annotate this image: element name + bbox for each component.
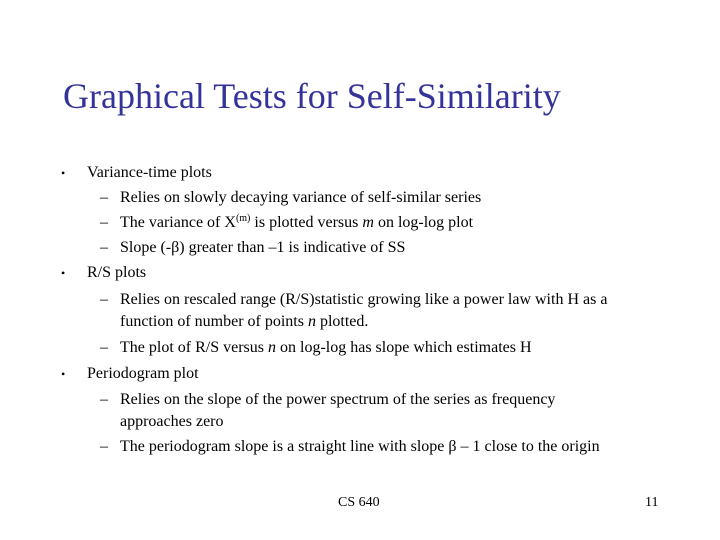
dash-icon: –	[100, 214, 108, 231]
bullet-rs-plots: R/S plots	[87, 264, 147, 281]
sub-item-text: The plot of R/S versus n on log-log has slope which estimates H	[120, 339, 532, 356]
sub-item-text: The variance of $X^{(m)}$ is plotted versus m on log-log plot	[120, 213, 474, 231]
bullet-icon: •	[61, 166, 66, 180]
sub-item-text: The periodogram slope is a straight line with slope β – 1 close to the origin	[120, 438, 600, 455]
dash-icon: –	[100, 438, 108, 455]
dash-icon: –	[100, 391, 108, 408]
sub-item-text: Slope (-β) greater than –1 is indicative of SS	[120, 239, 406, 256]
slide-title: Graphical Tests for Self-Similarity	[63, 76, 561, 116]
sub-item-text: Relies on the slope of the power spectrum of the series as frequency	[120, 391, 556, 408]
bullet-variance-time-plots: Variance-time plots	[87, 164, 212, 181]
sub-item-text: Relies on slowly decaying variance of self-similar series	[120, 189, 482, 206]
bullet-periodogram-plot: Periodogram plot	[87, 365, 199, 382]
dash-icon: –	[100, 291, 108, 308]
page-number: 11	[645, 495, 659, 510]
dash-icon: –	[100, 189, 108, 206]
sub-item-text: function of number of points n plotted.	[120, 313, 369, 330]
footer-course: CS 640	[338, 495, 380, 510]
sub-item-text: Relies on rescaled range (R/S)statistic growing like a power law with H as a	[120, 291, 608, 308]
sub-item-text: approaches zero	[120, 413, 224, 430]
bullet-icon: •	[61, 367, 66, 381]
dash-icon: –	[100, 339, 108, 356]
bullet-icon: •	[61, 266, 66, 280]
dash-icon: –	[100, 239, 108, 256]
